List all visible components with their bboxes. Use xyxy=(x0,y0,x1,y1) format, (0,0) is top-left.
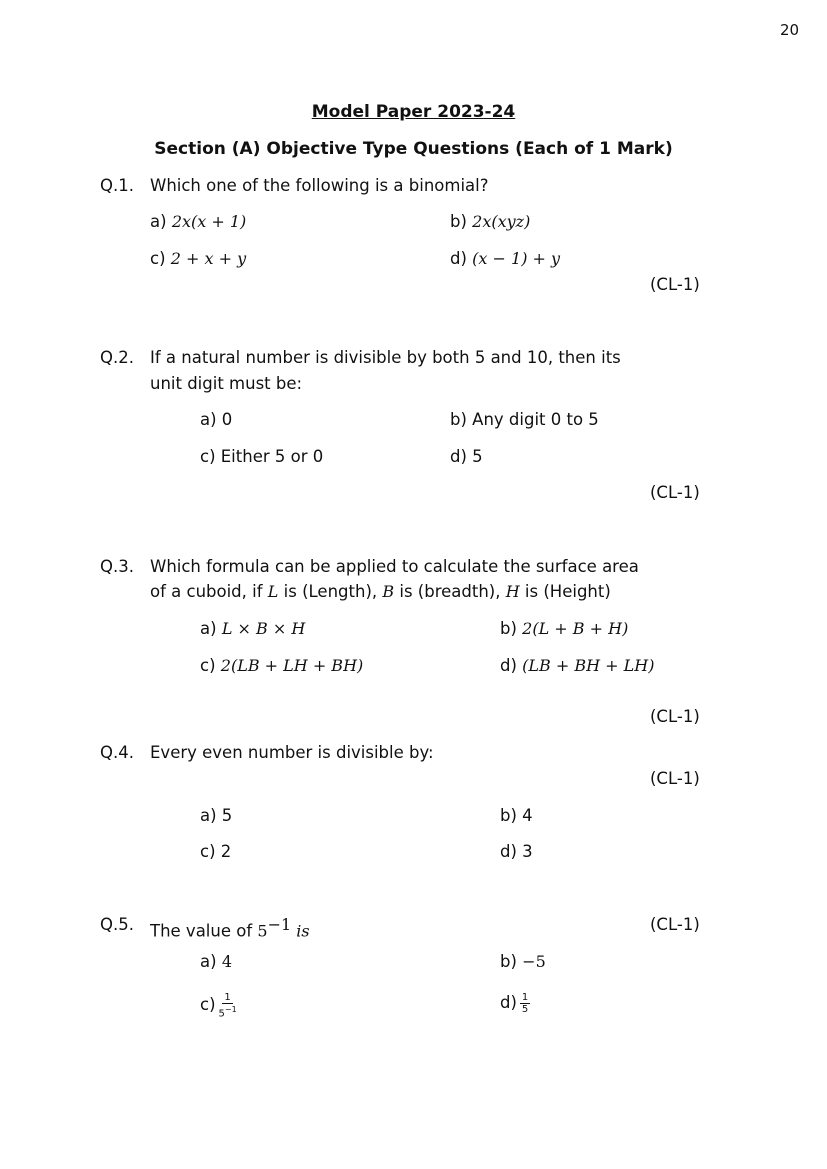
question-5-number: Q.5. xyxy=(100,915,134,934)
q4-option-b: b) 4 xyxy=(500,806,533,825)
q2-option-b: b) Any digit 0 to 5 xyxy=(450,410,599,429)
q5-option-b: b) −5 xyxy=(500,952,546,971)
q1-option-a: a) 2x(x + 1) xyxy=(150,212,247,231)
question-1-number: Q.1. xyxy=(100,176,134,195)
question-4-number: Q.4. xyxy=(100,743,134,762)
q2-option-a: a) 0 xyxy=(200,410,233,429)
q5-option-d: d) $\frac{1}{5}$ xyxy=(500,992,529,1015)
q1-option-d: d) (x − 1) + y xyxy=(450,249,561,268)
question-2-text-line1: If a natural number is divisible by both 5 and 10, then its xyxy=(150,348,621,367)
q1-cognitive-level: (CL-1) xyxy=(650,275,700,294)
q2-option-c: c) Either 5 or 0 xyxy=(200,447,324,466)
q4-option-d: d) 3 xyxy=(500,842,533,861)
question-3-text-line1: Which formula can be applied to calculate the surface area xyxy=(150,557,639,576)
question-3-text-line2: of a cuboid, if L is (Length), B is (breadth), H is (Height) xyxy=(150,582,611,601)
q2-option-d: d) 5 xyxy=(450,447,483,466)
q4-cognitive-level: (CL-1) xyxy=(650,769,700,788)
q2-cognitive-level: (CL-1) xyxy=(650,483,700,502)
q4-option-c: c) 2 xyxy=(200,842,232,861)
question-1-text: Which one of the following is a binomial? xyxy=(150,176,489,195)
question-4-text: Every even number is divisible by: xyxy=(150,743,434,762)
question-2-text-line2: unit digit must be: xyxy=(150,374,303,393)
q3-option-a: a) L × B × H xyxy=(200,619,306,638)
fraction: $\frac{1}{5^{-1}}$ xyxy=(218,992,237,1020)
question-3-number: Q.3. xyxy=(100,557,134,576)
question-5-text: The value of $5^{-1}$ is xyxy=(150,915,310,941)
paper-title: Model Paper 2023-24 xyxy=(311,102,516,122)
q1-option-c: c) 2 + x + y xyxy=(150,249,247,268)
q4-option-a: a) 5 xyxy=(200,806,233,825)
question-2-number: Q.2. xyxy=(100,348,134,367)
q5-option-a: a) 4 xyxy=(200,952,232,971)
page-number: 20 xyxy=(780,21,800,39)
q1-option-b: b) 2x(xyz) xyxy=(450,212,531,231)
q3-option-c: c) 2(LB + LH + BH) xyxy=(200,656,364,675)
q3-option-b: b) 2(L + B + H) xyxy=(500,619,629,638)
q5-cognitive-level: (CL-1) xyxy=(650,915,700,934)
fraction: $\frac{1}{5}$ xyxy=(521,992,529,1015)
q5-option-c: c) $\frac{1}{5^{-1}}$ xyxy=(200,992,237,1020)
section-heading: Section (A) Objective Type Questions (Each of 1 Mark) xyxy=(154,139,673,159)
q3-option-d: d) (LB + BH + LH) xyxy=(500,656,655,675)
q3-cognitive-level: (CL-1) xyxy=(650,707,700,726)
